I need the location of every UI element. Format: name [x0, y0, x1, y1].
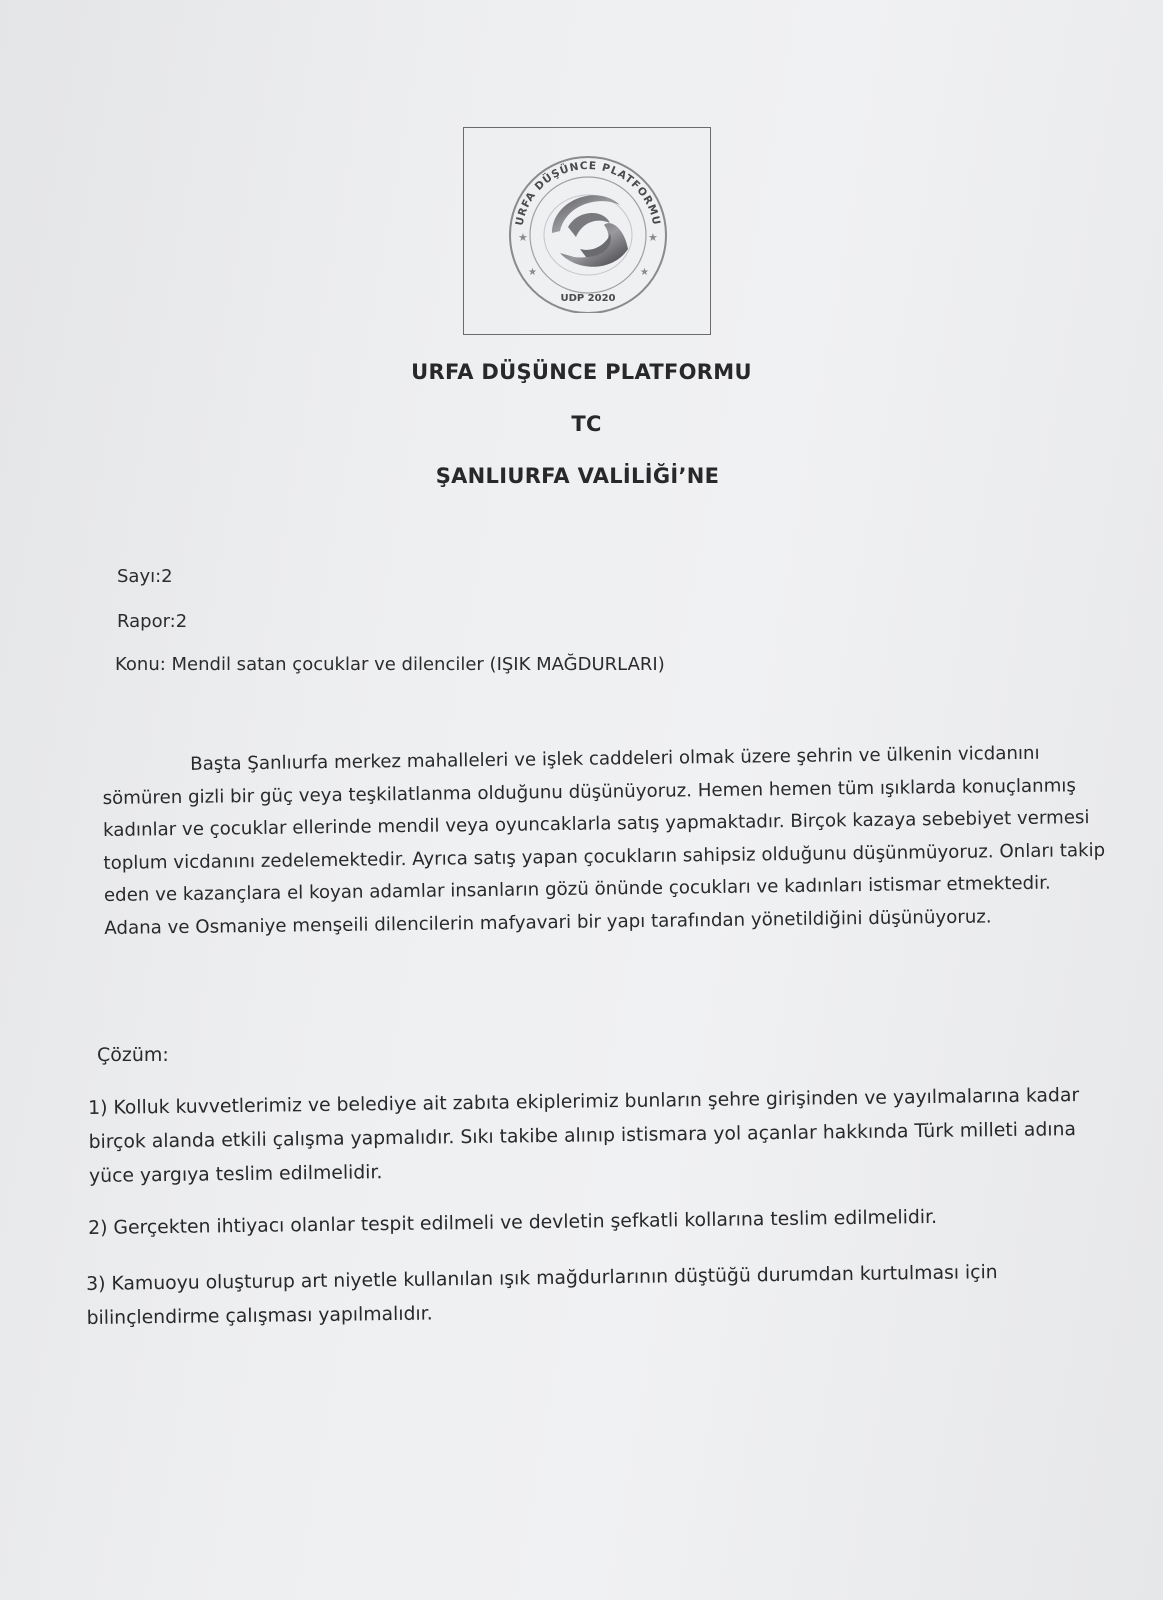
solution-item-1: 1) Kolluk kuvvetlerimiz ve belediye ait zabıta ekiplerimiz bunların şehre girişinden ve yayılmalarına kadar birçok alanda etkili çalışma yapmalıdır. Sıkı takibe alınıp istismara yol açanlar hakkında Türk milleti adına yüce yargıya teslim edilmelidir. — [88, 1085, 1080, 1187]
organization-title: URFA DÜŞÜNCE PLATFORMU — [411, 360, 752, 384]
tc-heading: TC — [571, 412, 602, 436]
konu-field: Konu: Mendil satan çocuklar ve dilenciler (IŞIK MAĞDURLARI) — [115, 654, 665, 675]
svg-text:★: ★ — [528, 267, 537, 278]
solution-label: Çözüm: — [97, 1044, 169, 1066]
body-paragraph — [102, 737, 1114, 945]
solution-item-3: 3) Kamuoyu oluşturup art niyetle kullanılan ışık mağdurlarının düştüğü durumdan kurtulması için bilinçlendirme çalışması yapılmalıdır. — [86, 1262, 998, 1329]
svg-text:★: ★ — [518, 231, 528, 244]
svg-text:★: ★ — [640, 267, 649, 278]
svg-text:UDP 2020: UDP 2020 — [560, 293, 616, 304]
svg-text:★: ★ — [648, 231, 658, 244]
solution-item-2: 2) Gerçekten ihtiyacı olanlar tespit edilmeli ve devletin şefkatli kollarına teslim edilmelidir. — [88, 1206, 938, 1239]
body-paragraph-text: Başta Şanlıurfa merkez mahalleleri ve işlek caddeleri olmak üzere şehrin ve ülkenin vicdanını sömüren gizli bir güç veya teşkilatlanma olduğunu düşünüyoruz. Hemen hemen tüm ışıklarda konuçlanmış kadınlar ve çocuklar ellerinde mendil veya oyuncaklarla satış yapmaktadır. Birçok kazaya sebebiyet vermesi toplum vicdanını zedelemektedir. Ayrıca satış yapan çocukların sahipsiz olduğunu düşünmüyoruz. Onları takip eden ve kazançlara el koyan adamlar insanların gözü önünde çocukları ve kadınları istismar etmektedir. Adana ve Osmaniye menşeili dilencilerin mafyavari bir yapı tarafından yönetildiğini düşünüyoruz. — [102, 742, 1106, 939]
organization-seal-logo — [500, 153, 676, 313]
rapor-field: Rapor:2 — [117, 611, 188, 632]
sayi-field: Sayı:2 — [117, 566, 173, 587]
logo-frame — [463, 127, 711, 335]
svg-text:URFA DÜŞÜNCE PLATFORMU: URFA DÜŞÜNCE PLATFORMU — [513, 159, 663, 227]
recipient-heading: ŞANLIURFA VALİLİĞİ’NE — [435, 464, 720, 488]
